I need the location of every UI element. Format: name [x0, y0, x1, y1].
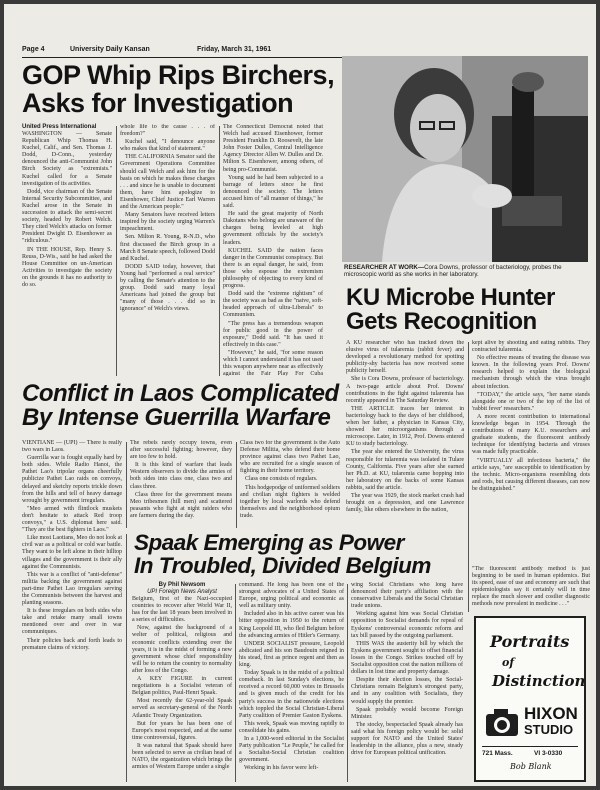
microbe-headline-line1: KU Microbe Hunter — [346, 284, 555, 311]
birchers-col2-body — [120, 124, 215, 376]
birchers-col1 — [22, 124, 112, 383]
paper-name: University Daily Kansan — [70, 46, 150, 53]
paragraph: THE CALIFORNIA Senator said the Government Operations Committee should call Welch and ask him for the basis on which he makes these charges . . . and since he is unable to document them, have him apologize to Eisenhower, Chief Justice Earl Warren and the American people." — [120, 154, 215, 211]
paragraph: Guerrilla war is fought equally hard by both sides. While Radio Hanoi, the Pathet Lao's tripolar organs cheerfully publicize Pathet Lao raids on convoys, delayed and sketchy reports trickle down from the hills and tell of heavy damage wrought by government irregulars. — [22, 455, 122, 504]
laos-col1-body — [22, 440, 122, 780]
ad-address: 721 Mass. — [482, 750, 513, 757]
microbe-headline — [346, 286, 590, 335]
spaak-col1 — [132, 582, 232, 782]
birchers-col3-body — [223, 124, 323, 376]
paragraph: Now, against the background of a welter of political, religious and economic conflicts extending over the years, it is in the midst of forming a new government whose chief responsibility will be to return the country to normality after loss of the Congo. — [132, 625, 232, 674]
microbe-col2-body — [472, 340, 590, 564]
paragraph: "The fluorescent antibody method is just beginning to be used in human epidemics. But its speed, ease of use and economy are such that epidemiologists say it certainly will in time replace the much slower and costlier diagnostic methods now prevalent in medicine . . ." — [472, 566, 590, 608]
paragraph: Dodd, vice chairman of the Senate Internal Security Subcommittee, and Kuchel arose in the Senate in succession to attack the semi-secret society, headed by Robert Welch. They cited Welch's attacks on former President Dwight D. Eisenhower as "ridiculous." — [22, 188, 112, 245]
paragraph: VIENTIANE — (UPI) — There is really two wars in Laos. — [22, 440, 122, 454]
ad-divider — [482, 746, 578, 747]
paragraph: It is this kind of warfare that leads Western observers to divide the armies of both sides into class one, class two and class three. — [130, 462, 232, 490]
paragraph: Many Senators have received letters inspired by the society urging Warren's impeachment. — [120, 212, 215, 233]
paragraph: Working against him was Social Christian opposition to Socialist demands for repeal of Eyskens' controversial economic reform and tax bill passed by the outgoing parliament. — [351, 611, 463, 639]
paragraph: In a 1,000-word editorial in the Socialist Party publication "Le Peuple," he called for a Socialist-Social Christian coalition government. — [239, 735, 344, 764]
paragraph: Spaak probably would become Foreign Minister. — [351, 706, 463, 720]
ad-of: of — [502, 656, 515, 669]
laos-headline-line2: By Intense Guerrilla Warfare — [22, 404, 331, 432]
paragraph: Today Spaak is in the midst of a political comeback. In last Sunday's elections, he received a record 60,000 votes in Brussels and is given much of the credit for his party's success in the nationwide elections which toppled the Social Christian-Liberal Party coalition of Premier Gaston Eyskens. — [239, 670, 344, 719]
paragraph: But for years he has been one of Europe's most respected, and at the same time controversial, figures. — [132, 720, 232, 741]
spaak-headline-line1: Spaak Emerging as Power — [134, 530, 404, 555]
paragraph: Class one consists of regulars. — [245, 476, 318, 483]
paragraph: Young said he had been subjected to a barrage of letters since he first denounced the society. The letters accused him of "all manner of things," he said. — [223, 174, 323, 210]
column-rule — [236, 442, 237, 528]
page-number: Page 4 — [22, 46, 45, 53]
paragraph: Class three for the government means Meo tribesmen (hill men) and scattered peasants who fight at night raiders who are farmers during the day. — [130, 491, 232, 519]
ad-studio-name: HIXON — [524, 704, 578, 723]
paragraph: Belgium, first of the Nazi-occupied countries to recover after World War II, has for the last 18 years been involved in a series of difficulties. — [132, 596, 232, 624]
paragraph: "VIRTUALLY all infectious bacteria," the article says, "are susceptible to identification by the technic. Micro-organisms resembling dots and rods, but causing different diseases, can now be distinguished." — [472, 457, 590, 492]
column-rule — [126, 534, 127, 782]
ad-portraits: Portraits — [490, 632, 570, 651]
paragraph: wing Social Christians who long have denounced their party's affiliation with the conservative Liberals and the Social Christian trade unions. — [351, 582, 463, 610]
paragraph: This week, Spaak was moving rapidly to consolidate his gains. — [239, 720, 344, 734]
paragraph: A KU researcher who has tracked down the elusive virus of tularemia (rabbit fever) and developed a revolutionary method for spotting publicity-shy bacteria has now received some publicity herself. — [346, 340, 464, 375]
spaak-byline: By Phil Newsom — [158, 582, 206, 588]
paragraph: DODD SAID today, however, that Young had "performed a real service" by calling the Senate's attention to the group. Dodd said many loyal Americans had joined the group but "many of those . . . did so in ignorance" of Welch's views. — [120, 263, 215, 313]
spaak-headline — [134, 532, 464, 578]
paragraph: THIS WAS the austerity bill by which the Eyskens government sought to offset financial losses in the Congo. Strikes touched off by Socialist opposition cost the nation millions of dollars in lost time and property damage. — [351, 640, 463, 676]
paragraph: Working in his favor were left- — [244, 765, 319, 772]
camera-icon — [484, 704, 520, 740]
paragraph: Included also in his active career was his bitter opposition in 1950 to the return of King Leopold III, who fled Belgium before the advancing armies of Hitler's Germany. — [239, 611, 344, 639]
paragraph: A KEY FIGURE in current negotiations is a Socialist veteran of Belgian politics, Paul-Henri Spaak. — [132, 676, 232, 697]
ad-studio-word: STUDIO — [524, 722, 574, 737]
issue-date: Friday, March 31, 1961 — [197, 46, 272, 53]
column-rule — [235, 584, 236, 782]
spaak-col3-body — [351, 582, 463, 782]
paragraph: THE ARTICLE traces her interest in bacteriology back to the days of her childhood, when her father, a physician in Kansas City, showed her microorganisms through a microscope. Later, in 1912, Prof. Downs entered KU to study bacteriology. — [346, 405, 464, 448]
microbe-tail-body — [472, 566, 590, 612]
column-rule — [219, 126, 220, 376]
paragraph: Their policies back and forth leads to premature claims of victory. — [22, 637, 122, 651]
paragraph: Sen. Milton R. Young, R-N.D., who first discussed the Birch group in a March 8 Senate speech, followed Dodd and Kuchel. — [120, 234, 215, 262]
spaak-col2-body — [239, 582, 344, 782]
paragraph: The year she entered the University, the virus responsible for tularemia was isolated in Tulare County, California. Five years after she earned her Ph.D. at KU, tularemia came hopping into her laboratory on the backs of some Kansas rabbits, said the article. — [346, 449, 464, 491]
paragraph: This hodgepodge of uniformed soldiers and civilian night fighters is welded together by local warlords who defend themselves and the neighborhood opium trade. — [240, 484, 340, 519]
ad-owner: Bob Blank — [510, 762, 552, 771]
paragraph: KUCHEL SAID the nation faces danger in the Communist conspiracy. But there is an equal danger, he said, from those who espouse the extremism philosophy of objecting to every kind of progress. — [223, 247, 323, 290]
paragraph: IN THE HOUSE, Rep. Henry S. Reuss, D-Wis., said he had asked the House Committee on un-American Activities to investigate the society on the grounds it has no authority to do so. — [22, 246, 112, 288]
birchers-headline — [22, 62, 342, 117]
researcher-photo-image — [342, 56, 588, 262]
birchers-headline-line1: GOP Whip Rips Birchers, — [22, 60, 335, 90]
paragraph: "However," he said, "for some reason which I cannot understand it has not used this weapon anywhere near as effectively against the Fair Play For Cuba — [223, 349, 323, 376]
laos-col3-body — [240, 440, 340, 528]
paragraph: kept alive by shooting and eating rabbits. They contracted tularemia. — [472, 340, 590, 354]
paragraph: "Meo armed with flintlock muskets don't hesitate to attack Red troop convoys," a U.S. diplomat here said. "They are the best fighters in Laos." — [22, 505, 122, 534]
paragraph: This war is a conflict of "anti-defense" militia backing the government against part-time Pathet Lao irregulars serving the Communists between the harvest and planting seasons. — [22, 571, 122, 607]
paragraph: "The press has a tremendous weapon for public good in the power of exposure," Dodd said. "It has used it effectively in this case." — [223, 320, 323, 348]
paragraph: Dodd said the "extreme rightism" of the society was as bad as the "naive, soft-headed approach of ultra-Liberals" to Communism. — [223, 291, 323, 319]
paragraph: Despite their election losses, the Social-Christians remain Belgium's strongest party, and in any coalition with Socialists, they would supply the premier. — [351, 677, 463, 705]
ad-distinction: Distinction — [492, 672, 586, 690]
paragraph: She is Cora Downs, professor of bacteriology. A two-page article about Prof. Downs' contributions in the fight against tularemia has recently appeared in The Saturday Review. — [346, 376, 464, 404]
column-rule — [126, 442, 127, 528]
laos-headline-line1: Conflict in Laos Complicated — [22, 380, 339, 407]
newspaper-page — [4, 4, 596, 786]
ad-phone: VI 3-0330 — [534, 750, 563, 757]
spaak-headline-line2: In Troubled, Divided Belgium — [134, 552, 431, 578]
paragraph: He said the great majority of North Dakotans who belong are unaware of the charges being leveled at high government officials by the society's leaders. — [223, 211, 323, 246]
paragraph: The rebels rarely occupy towns, even after successful fighting; however, they are too few to hold. — [130, 440, 232, 461]
paragraph: The year was 1929, the stock market crash had brought on a depression, and one Lawrence family, like others elsewhere in the nation, — [346, 492, 464, 514]
paragraph: "TODAY," the article says, "her name stands alongside one or two of the top of the list of 'rabbit fever' researchers." — [472, 391, 590, 412]
laos-col2-body — [130, 440, 232, 528]
paragraph: Most recently the 62-year-old Spaak served as secretary-general of the North Atlantic Treaty Organization. — [132, 698, 232, 719]
paragraph: A more recent contribution to international knowledge began in 1954. Through the contributions of many K.U. researchers and graduate students, the fluorescent antibody technique for identifying bacteria and viruses was made fully practicable. — [472, 413, 590, 456]
birchers-byline: United Press International — [22, 124, 97, 130]
paragraph: whole life to the cause . . . of freedom?" — [120, 124, 215, 138]
paragraph: UNDER SOCIALIST pressure, Leopold abdicated and his son Baudouin reigned in his stead, first as prince regent and then as king. — [239, 640, 344, 669]
paragraph: The Connecticut Democrat noted that Welch had accused Eisenhower, former President Franklin D. Roosevelt, the late John Foster Dulles, Central Intelligence Agency Director Allen W. Dulles and Dr. Milton S. Eisenhower, among others, of being pro-Communist. — [223, 124, 323, 173]
hixon-studio-ad — [474, 616, 586, 782]
birchers-headline-line2: Asks for Investigation — [22, 87, 294, 118]
laos-headline — [22, 382, 342, 431]
column-rule — [116, 126, 117, 376]
paragraph: Like most Laotians, Meo do not look at civil war as a political or cold war battle. They want to be left alone in their hilltop villages and the government is their ally against the Communists. — [22, 535, 122, 570]
paragraph: No effective means of treating the disease was known. In the following years Prof. Downs' research helped to explain the biological mechanism through which the virus brought about infection. — [472, 355, 590, 390]
researcher-photo — [342, 56, 588, 262]
paragraph: It was natural that Spaak should have been selected to serve as civilian head of NATO, the organization which brings the armies of Western Europe under a single — [132, 742, 232, 771]
paragraph: command. He long has been one of the strongest advocates of a United States of Europe, urging political and economic as well as military unity. — [239, 582, 344, 610]
photo-caption-lead: RESEARCHER AT WORK— — [344, 264, 425, 271]
paragraph: Kuchel said, "I denounce anyone who makes that kind of statement." — [120, 139, 215, 153]
paragraph: It is these irregulars on both sides who take and retake many small towns mentioned over and over in war communiques. — [22, 608, 122, 636]
paragraph: WASHINGTON — Senate Republican Whip Thomas H. Kuchel, Calif., and Sen. Thomas J. Dodd, D-Conn., yesterday denounced the anti-Communist John Birch Society as "extremists." Kuchel called for a Senate investigation of its activities. — [22, 131, 112, 187]
column-rule — [468, 564, 469, 612]
paragraph: The stocky, bespectacled Spaak already has said what his foreign policy would be: solid support for NATO and the United States' leadership in the alliance, plus a new, steady drive for European political unification. — [351, 721, 463, 757]
paragraph: Class two for the government is the Auto Defense Militia, who defend their home province against class two Pathet Lao, who are recruited for a single season of fighting in their home territory. — [240, 440, 340, 475]
photo-caption-text: Cora Downs, professor of bacteriology, probes the microscopic world as she works in her laboratory. — [344, 264, 562, 279]
spaak-byline-title: UPI Foreign News Analyst — [147, 589, 217, 595]
birchers-col1-body — [22, 131, 112, 383]
microbe-headline-line2: Gets Recognition — [346, 308, 537, 336]
photo-caption — [344, 264, 588, 279]
spaak-col1-body — [132, 596, 232, 782]
column-rule — [347, 584, 348, 782]
